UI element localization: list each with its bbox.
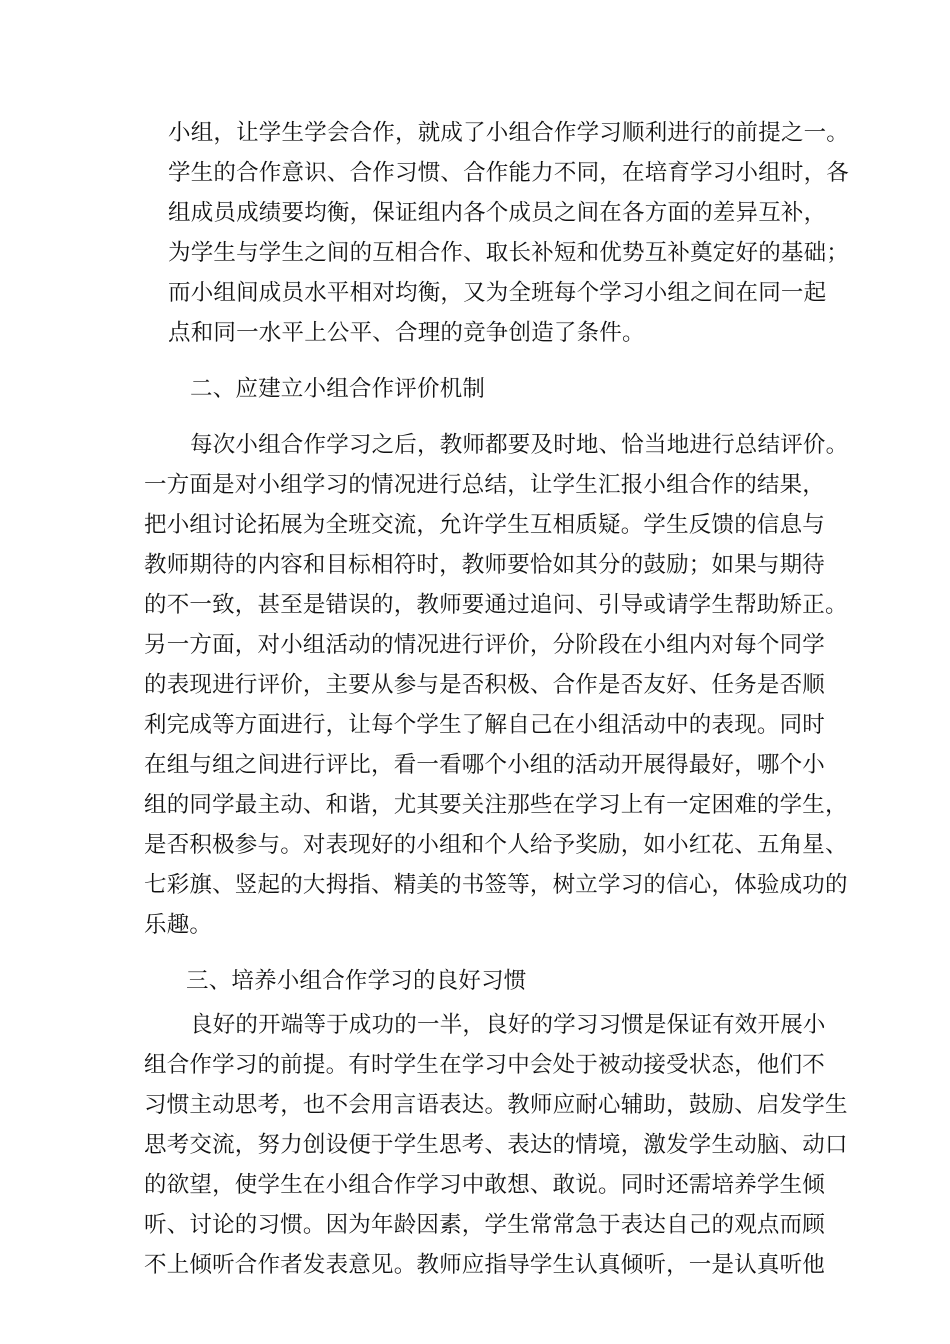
paragraph-line: 的欲望，使学生在小组合作学习中敢想、敢说。同时还需培养学生倾 [144,1172,826,1198]
paragraph-line: 教师期待的内容和目标相符时，教师要恰如其分的鼓励；如果与期待 [144,552,826,578]
paragraph-line: 乐趣。 [144,912,213,938]
paragraph-line: 思考交流，努力创设便于学生思考、表达的情境，激发学生动脑、动口 [144,1132,848,1158]
paragraph-line: 每次小组合作学习之后，教师都要及时地、恰当地进行总结评价。 [190,432,849,458]
paragraph-line: 不上倾听合作者发表意见。教师应指导学生认真倾听，一是认真听他 [144,1252,826,1278]
paragraph-line: 学生的合作意识、合作习惯、合作能力不同，在培育学习小组时，各 [168,160,850,186]
paragraph-line: 良好的开端等于成功的一半，良好的学习习惯是保证有效开展小 [190,1012,826,1038]
paragraph-line: 的不一致，甚至是错误的，教师要通过追问、引导或请学生帮助矫正。 [144,592,848,618]
section-heading: 三、培养小组合作学习的良好习惯 [186,968,527,994]
paragraph-line: 的表现进行评价，主要从参与是否积极、合作是否友好、任务是否顺 [144,672,826,698]
paragraph-line: 组成员成绩要均衡，保证组内各个成员之间在各方面的差异互补， [168,200,827,226]
paragraph-line: 七彩旗、竖起的大拇指、精美的书签等，树立学习的信心，体验成功的 [144,872,848,898]
paragraph-line: 点和同一水平上公平、合理的竞争创造了条件。 [168,320,645,346]
paragraph-line: 习惯主动思考，也不会用言语表达。教师应耐心辅助，鼓励、启发学生 [144,1092,848,1118]
paragraph-line: 组合作学习的前提。有时学生在学习中会处于被动接受状态，他们不 [144,1052,826,1078]
paragraph-line: 而小组间成员水平相对均衡，又为全班每个学习小组之间在同一起 [168,280,827,306]
paragraph-line: 组的同学最主动、和谐，尤其要关注那些在学习上有一定困难的学生， [144,792,848,818]
paragraph-line: 在组与组之间进行评比，看一看哪个小组的活动开展得最好，哪个小 [144,752,826,778]
paragraph-line: 是否积极参与。对表现好的小组和个人给予奖励，如小红花、五角星、 [144,832,848,858]
paragraph-line: 一方面是对小组学习的情况进行总结，让学生汇报小组合作的结果， [144,472,826,498]
section-heading: 二、应建立小组合作评价机制 [190,376,486,402]
paragraph-line: 另一方面，对小组活动的情况进行评价，分阶段在小组内对每个同学 [144,632,826,658]
paragraph-line: 听、讨论的习惯。因为年龄因素，学生常常急于表达自己的观点而顾 [144,1212,826,1238]
paragraph-line: 把小组讨论拓展为全班交流，允许学生互相质疑。学生反馈的信息与 [144,512,826,538]
paragraph-line: 为学生与学生之间的互相合作、取长补短和优势互补奠定好的基础； [168,240,850,266]
paragraph-line: 小组，让学生学会合作，就成了小组合作学习顺利进行的前提之一。 [168,120,850,146]
paragraph-line: 利完成等方面进行，让每个学生了解自己在小组活动中的表现。同时 [144,712,826,738]
